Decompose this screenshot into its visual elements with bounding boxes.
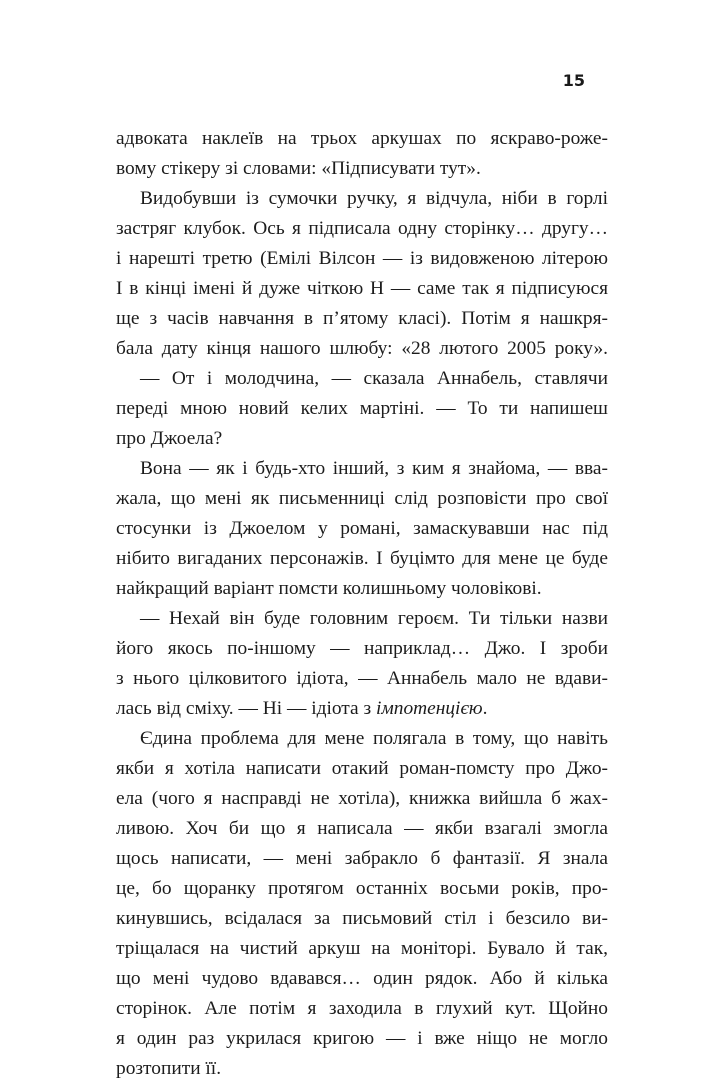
- text-line: Єдина проблема для мене полягала в тому, що навіть: [140, 728, 608, 749]
- text-line: з нього цілковитого ідіота, — Аннабель мало не вдави-: [116, 668, 608, 689]
- text-line: — Нехай він буде головним героєм. Ти тільки назви: [140, 608, 608, 629]
- text-line: що мені чудово вдавався… один рядок. Або й кілька: [116, 968, 608, 989]
- page-number: 15: [562, 71, 585, 90]
- text-line: ела (чого я насправді не хотіла), книжка вийшла б жах-: [116, 788, 608, 809]
- text-line: Вона — як і будь-хто інший, з ким я знайома, — вва-: [140, 458, 608, 479]
- text-line: I в кінці імені й дуже чіткою Н — саме так я підписуюся: [116, 278, 608, 299]
- text-line: стосунки із Джоелом у романі, замаскувавши нас під: [116, 518, 608, 539]
- text-fragment: лась від сміху. — Ні — ідіота з: [116, 698, 376, 719]
- text-line: сторінок. Але потім я заходила в глухий кут. Щойно: [116, 998, 608, 1019]
- text-line: найкращий варіант помсти колишньому чоловікові.: [116, 578, 542, 599]
- italic-word: імпотенцією: [375, 698, 483, 719]
- paragraph: [116, 604, 608, 724]
- text-line: адвоката наклеїв на трьох аркушах по яскраво-роже-: [116, 128, 608, 149]
- text-line: кинувшись, всідалася за письмовий стіл і безсило ви-: [116, 908, 608, 929]
- text-line: це, бо щоранку протягом останніх восьми років, про-: [116, 878, 608, 899]
- text-line: [116, 694, 608, 724]
- text-line: щось написати, — мені забракло б фантазії. Я знала: [116, 848, 608, 869]
- text-line: тріщалася на чистий аркуш на моніторі. Бувало й так,: [116, 938, 608, 959]
- text-line: і нарешті третю (Емілі Вілсон — із видовженою літерою: [116, 248, 608, 269]
- text-line: його якось по-іншому — наприклад… Джо. І зроби: [116, 638, 608, 659]
- text-line: якби я хотіла написати отакий роман-помсту про Джо-: [116, 758, 608, 779]
- text-line: — От і молодчина, — сказала Аннабель, ставлячи: [140, 368, 608, 389]
- text-line: ще з часів навчання в п’ятому класі). Потім я нашкря-: [116, 308, 608, 329]
- text-line: Видобувши із сумочки ручку, я відчула, ніби в горлі: [140, 188, 608, 209]
- paragraph: [116, 124, 608, 184]
- text-line: жала, що мені як письменниці слід розповісти про свої: [116, 488, 608, 509]
- paragraph: [116, 454, 608, 604]
- text-line: про Джоела?: [116, 428, 223, 449]
- paragraph: [116, 364, 608, 454]
- paragraph: [116, 184, 608, 364]
- text-line: ливою. Хоч би що я написала — якби взагалі змогла: [116, 818, 608, 839]
- text-line: розтопити її.: [116, 1058, 222, 1079]
- text-line: вому стікеру зі словами: «Підписувати тут».: [116, 158, 481, 179]
- body-text: [116, 124, 608, 1084]
- text-fragment: .: [482, 698, 488, 719]
- paragraph: [116, 724, 608, 1084]
- text-line: переді мною новий келих мартіні. — То ти напишеш: [116, 398, 608, 419]
- text-line: я один раз укрилася кригою — і вже ніщо не могло: [116, 1028, 608, 1049]
- text-line: застряг клубок. Ось я підписала одну сторінку… другу…: [116, 218, 608, 239]
- text-line: бала дату кінця нашого шлюбу: «28 лютого 2005 року».: [116, 338, 608, 359]
- text-line: нібито вигаданих персонажів. І буцімто для мене це буде: [116, 548, 608, 569]
